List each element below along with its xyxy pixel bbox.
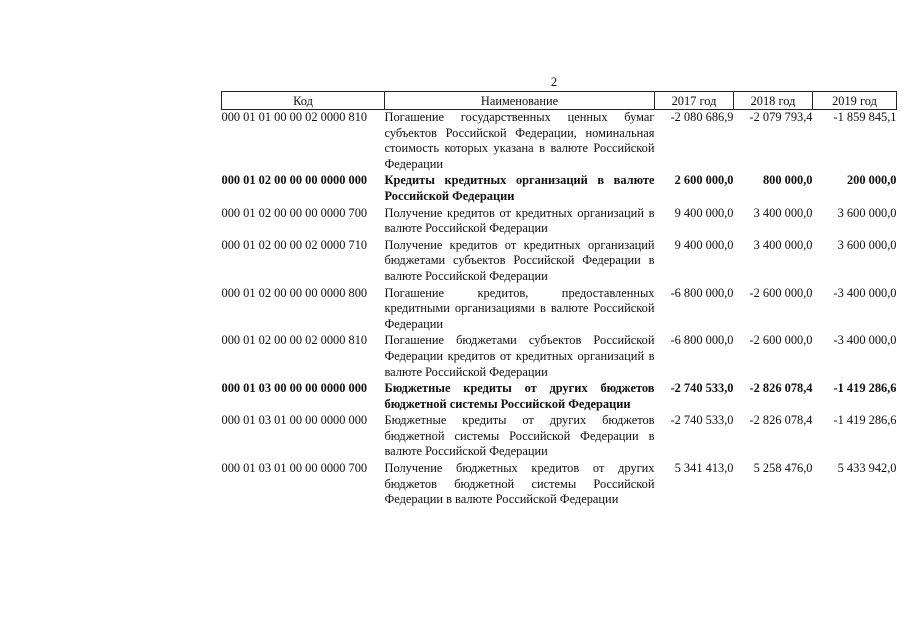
row-code: 000 01 03 01 00 00 0000 000 xyxy=(221,413,368,428)
table-row xyxy=(222,413,897,461)
row-code: 000 01 01 00 00 02 0000 810 xyxy=(221,110,368,124)
row-value-2018: 3 400 000,0 xyxy=(753,237,813,252)
header-code: Код xyxy=(222,92,385,110)
row-name: Получение кредитов от кредитных организаций бюджетами субъектов Российской Федерации в валюте Российской Федерации xyxy=(384,237,655,283)
row-value-2019: 200 000,0 xyxy=(846,173,897,188)
row-value-2018: -2 826 078,4 xyxy=(749,381,813,396)
row-value-2017: 5 341 413,0 xyxy=(674,461,734,476)
row-value-2017: 2 600 000,0 xyxy=(674,173,734,188)
row-value-2019: 5 433 942,0 xyxy=(837,461,897,476)
table-row xyxy=(222,238,897,286)
row-name: Погашение государственных ценных бумаг субъектов Российской Федерации, номинальная стоимость которых указана в валюте Российской Федерации xyxy=(384,110,655,171)
row-value-2017: 9 400 000,0 xyxy=(674,237,734,252)
row-value-2018: -2 826 078,4 xyxy=(749,413,813,428)
table-header-row xyxy=(222,92,897,110)
row-code: 000 01 02 00 00 00 0000 700 xyxy=(221,205,368,220)
header-2017: 2017 год xyxy=(655,92,734,110)
header-2019: 2019 год xyxy=(813,92,897,110)
row-code: 000 01 02 00 00 02 0000 710 xyxy=(221,237,368,252)
row-value-2019: -1 859 845,1 xyxy=(833,110,897,124)
table-row xyxy=(222,206,897,238)
row-name: Погашение бюджетами субъектов Российской Федерации кредитов от кредитных организаций в валюте Российской Федерации xyxy=(384,333,655,379)
row-code: 000 01 03 01 00 00 0000 700 xyxy=(221,461,368,476)
table-row xyxy=(222,381,897,413)
row-code: 000 01 03 00 00 00 0000 000 xyxy=(221,381,368,396)
row-value-2017: 9 400 000,0 xyxy=(674,205,734,220)
row-value-2019: 3 600 000,0 xyxy=(837,205,897,220)
row-name: Бюджетные кредиты от других бюджетов бюджетной системы Российской Федерации в валюте Российской Федерации xyxy=(384,413,655,459)
row-value-2018: 800 000,0 xyxy=(762,173,813,188)
table-row xyxy=(222,333,897,381)
row-value-2019: -1 419 286,6 xyxy=(833,413,897,428)
row-value-2017: -6 800 000,0 xyxy=(670,285,734,300)
row-name: Кредиты кредитных организаций в валюте Российской Федерации xyxy=(384,173,655,203)
row-value-2017: -2 080 686,9 xyxy=(670,110,734,124)
row-code: 000 01 02 00 00 02 0000 810 xyxy=(221,333,368,348)
table-row xyxy=(222,173,897,205)
row-value-2019: -3 400 000,0 xyxy=(833,333,897,348)
row-value-2019: -3 400 000,0 xyxy=(833,285,897,300)
header-2018: 2018 год xyxy=(734,92,813,110)
row-value-2018: -2 079 793,4 xyxy=(749,110,813,124)
row-name: Бюджетные кредиты от других бюджетов бюджетной системы Российской Федерации xyxy=(384,381,655,411)
row-value-2019: 3 600 000,0 xyxy=(837,237,897,252)
row-name: Получение бюджетных кредитов от других бюджетов бюджетной системы Российской Федерации в валюте Российской Федерации xyxy=(384,461,655,507)
header-name: Наименование xyxy=(385,92,655,110)
row-value-2017: -2 740 533,0 xyxy=(670,381,734,396)
row-value-2017: -6 800 000,0 xyxy=(670,333,734,348)
table-row xyxy=(222,286,897,334)
budget-sources-table xyxy=(221,91,897,509)
row-value-2018: 3 400 000,0 xyxy=(753,205,813,220)
row-value-2018: -2 600 000,0 xyxy=(749,333,813,348)
page-number: 2 xyxy=(550,75,558,89)
row-value-2017: -2 740 533,0 xyxy=(670,413,734,428)
row-value-2019: -1 419 286,6 xyxy=(833,381,897,396)
table-row xyxy=(222,110,897,174)
row-name: Получение кредитов от кредитных организаций в валюте Российской Федерации xyxy=(384,205,655,236)
row-code: 000 01 02 00 00 00 0000 000 xyxy=(221,173,368,188)
row-value-2018: -2 600 000,0 xyxy=(749,285,813,300)
row-name: Погашение кредитов, предоставленных кредитными организациями в валюте Российской Федерации xyxy=(384,285,655,331)
row-value-2018: 5 258 476,0 xyxy=(753,461,813,476)
table-row xyxy=(222,461,897,509)
row-code: 000 01 02 00 00 00 0000 800 xyxy=(221,285,368,300)
